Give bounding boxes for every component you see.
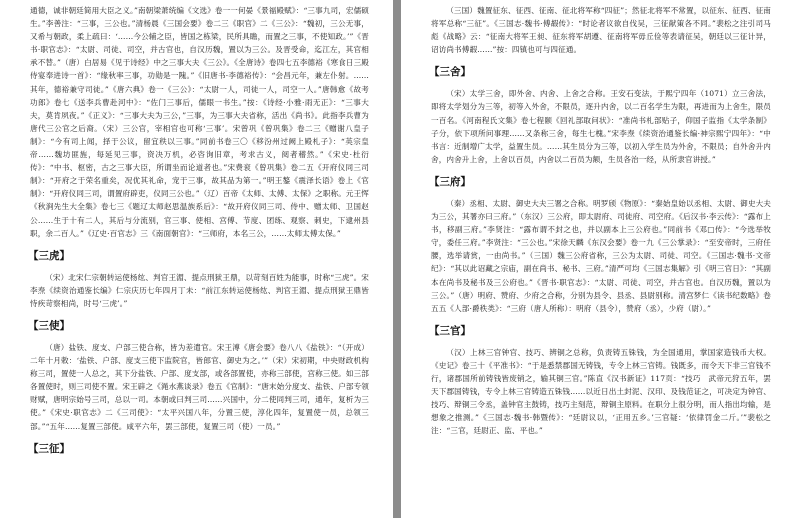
entry-sanshi-text: 通德，诚非朝廷简用大臣之义。”南朝梁萧统编《文选》卷一一何晏《景福殿赋》：“三事九司，宏儒硕生。”李善注：“三事，三公也。”清杨晨《三国会要》卷二三《职官》二《三公》：“魏初，三公无事，又希与朝政，柔上疏曰：‘……今公辅之臣，皆国之栋梁，民所具瞻，而置之三事，不使知政。’”《晋书·职官志》：“太尉、司徒、司空，并古官也，自汉历魏，置以为三公。及晋受命，迄江左，其官相承不替。”（唐）白居易《见于诗经》中之三事大夫《三公》。《全唐诗》卷四七五李德裕《寒食日三殿侍宴奉进诗一首》：“缘秋率三事，功勋是一隗。”《旧唐书·李德裕传》：“会昌元年，兼左仆射。……其年，德裕兼守司徒。”《唐六典》卷一《三公》：“太尉一人，司徒一人，司空一人。”唐韩愈《故考功郎》卷七《送李兵曹赴河中》：“佐门三事后，儒眼一书生。”按：《诗经·小雅·雨无正》：“三事大夫，莫肯夙夜。”《正义》：“三事大夫为三公，”三事，为三事大夫省称，活出《尚书》。此指李兵曹为唐代三公官之后裔。（宋）三公官，宰相官也可称‘三事’。宋曾巩《曾巩集》卷二三《赠谢八皇子制》：“今有司上闻，择于公议，留宜秩以三事。”同前书卷三〇《移汾州过阙上殿札子》：“英宗皇帝……魏坊匪旌，每延见三事，资决万机，必咨询旧章，考求古义，阅者稽然。”《宋史·杜衍传》：“中书、枢密，古之三事大臣，所谓坐而论道者也。”宋费衮《曾巩集》卷二五《开府仪同三司制》：“开府之于荣名重矣，况优其礼命，宠于三事，故其品为第一。”明王鏊《震泽长语》卷上《官制》：“开府仪同三司，谓置府辟吏，仪同三公也。”（辽）百帝《太师、太傅、太保》之职称。元王恽《秋涧先生大全集》卷七三《题辽太师赵思温族系后》：“故开府仪同三司、侍中、赠太师、卫国赵公……生于十有二人，其后与分流别，官三事、使相、宫傅、节度、团练、观察、刺史，下逮州县职，余二百人。”《辽史·百官志》三《南面朝官》：“三师府，本名三公，……太师太傅太保。” — [30, 6, 369, 238]
entry-sanfu-text: （秦）丞相、太尉、御史大夫三署之合称。明罗颀《物原》：“秦始皇始以丞相、太尉、御史大夫为三公，其署亦曰三府。”（东汉）三公府，即太尉府、司徒府、司空府。《后汉书·李云传》：“露布上书，移副三府。”李贤注：“露布谓不封之也，并以副本上三公府也。”同前书《邓□传》：“今选举牧守，委任三府。”李贤注：“三公也。”宋徐天麟《东汉会要》卷一九《三公掌录》：“至安帝时，三府任腰，选举请赏，一由尚书。”（三国）魏三公府省称，三公为太尉、司徒、司空。《三国志·魏书·文帝纪》：“其以此诏藏之宗庙，副在尚书、秘书、三府。”清严可均《三国志集解》引《明三官日》：“其副本在尚书及秘书及三公府也。”《晋书·职官志》：“太尉、司徒、司空，并古官也。自汉历魏，置以为三公。”（唐）明府、赞府、少府之合称，分别为县令、县丞、县尉别称。清宫梦仁《读书纪数略》卷五五《人部·爵秩类》：“三府（唐人所称）：明府（县令），赞府（丞），少府（尉）。” — [431, 198, 771, 313]
heading-sanhu: 【三虎】 — [28, 249, 70, 262]
right-page — [401, 0, 797, 518]
entry-sanguan-text: （汉）上林三官钟官、技巧、辨铜之总称，负责铸五铢钱，为全国通用，掌国家造钱币大权。《史记》卷三十《平准书》：“于是悉禁郡国无铸钱，专令上林三官铸。钱既多，而令天下非三官钱不行，诸郡国所前铸钱皆废销之，输其铜三官。”陈直《汉书新证》117页：“技巧 武帝元狩五年，罢天下郡国铸钱，专令上林三官铸造五铢钱……以近日出土封泥、汉印、及钱范证之，可决定为钟官、技巧、辩铜三令丞，盖钟官主鼓铸，技巧主刻范，辩铜主原料。在职分上很分明，而人指出均输，是想象之推测。”《三国志·魏书·韩暨传》：“廷尉议以，‘正用五乡。’三官疑：‘依律罚金二斤。’”裴松之注：“三官，廷尉正、监、平也。” — [431, 347, 771, 436]
heading-sanguan: 【三官】 — [429, 324, 471, 337]
heading-sanfu: 【三府】 — [429, 175, 471, 188]
heading-sanzheng: 【三征】 — [28, 442, 70, 455]
entry-sanshe-text: （宋）太学三舍，即外舍、内舍、上舍之合称。王安石变法，于熙宁四年（1071）立三舍法，即将太学划分为三等，初等入外舍，不限员，逐升内舍，以二百名学生为限，再进而为上舍生，限员一百名。《河南程氏文集》卷七程颐《回礼部取问状》：“准尚书札部贴子，仰国子监指《太学条制》子分，依下项所问事理……又条称三舍，每生七槐。”宋李焘《续资治通鉴长编·神宗熙宁四年》：“中书言：近制增广太学，益置生员。……其生员分为三等，以初入学生员为外舍，不限员；自外舍升内舍，内舍升上舍，上舍以百员，内舍以二百员为额，生员各治一经，从所隶官讲授。” — [431, 89, 771, 164]
entry-sanhu-text: （宋）北宋仁宗朝转运使杨纮、判官王湄、提点刑狱王鼎，以苛刻百姓为能事，时称“三虎”。宋李焘《续资治通鉴长编》仁宗庆历七年四月丁未：“前江东转运使杨纮、判官王湄、提点刑狱王鼎皆恃疾苛察相尚，时号‘三虎’。” — [30, 272, 369, 308]
entry-sanshi-use-text: （唐）盐铁、度支、户部三使合称，皆为差遣官。宋王溥《唐会要》卷八八《盐铁》：“（开成）二年十月敕：‘盐铁、户部、度支三使下监院官，皆郎官、御史为之。’”（宋）宋初期，中央财政机构称三司，置使一人总之，其下分盐铁、户部、度支部，或各部置使，亦称三部使，宫称三使。如三部各置使时，则三司使不置。宋王辟之《渑水燕谈录》卷五《官制》：“唐末始分度支、盐铁、户部专领财赋，唐明宗始号三司，总以一司。本朝或曰判三司……兴国中，分二使同判三司，通年，复析为三使。”《宋史·职官志》二《三司使》：“太平兴国八年，分置三使，淳化四年，复置使一员，总领三部。”“五年……复置三部使。咸平六年，罢三部使，复置三司（使）一员。” — [30, 342, 369, 431]
heading-sanshi: 【三使】 — [28, 319, 70, 332]
left-page — [0, 0, 393, 518]
entry-sanzheng-text: （三国）魏置征东、征西、征南、征北将军称“四征”；然征北将军不常置，以征东、征西、征南将军总称“三征”。《三国志·魏书·傅嘏传》：“时论者议欲自伐吴，三征献策各不同。”裴松之注引司马彪《战略》云：“征南大将军王昶、征东将军胡遵、征南将军毋丘俭等表请征吴，朝廷以三征计异，诏访尚书傅嘏……”按：四镇也可与四征通。 — [431, 6, 771, 55]
heading-sanshe: 【三舍】 — [429, 66, 471, 79]
